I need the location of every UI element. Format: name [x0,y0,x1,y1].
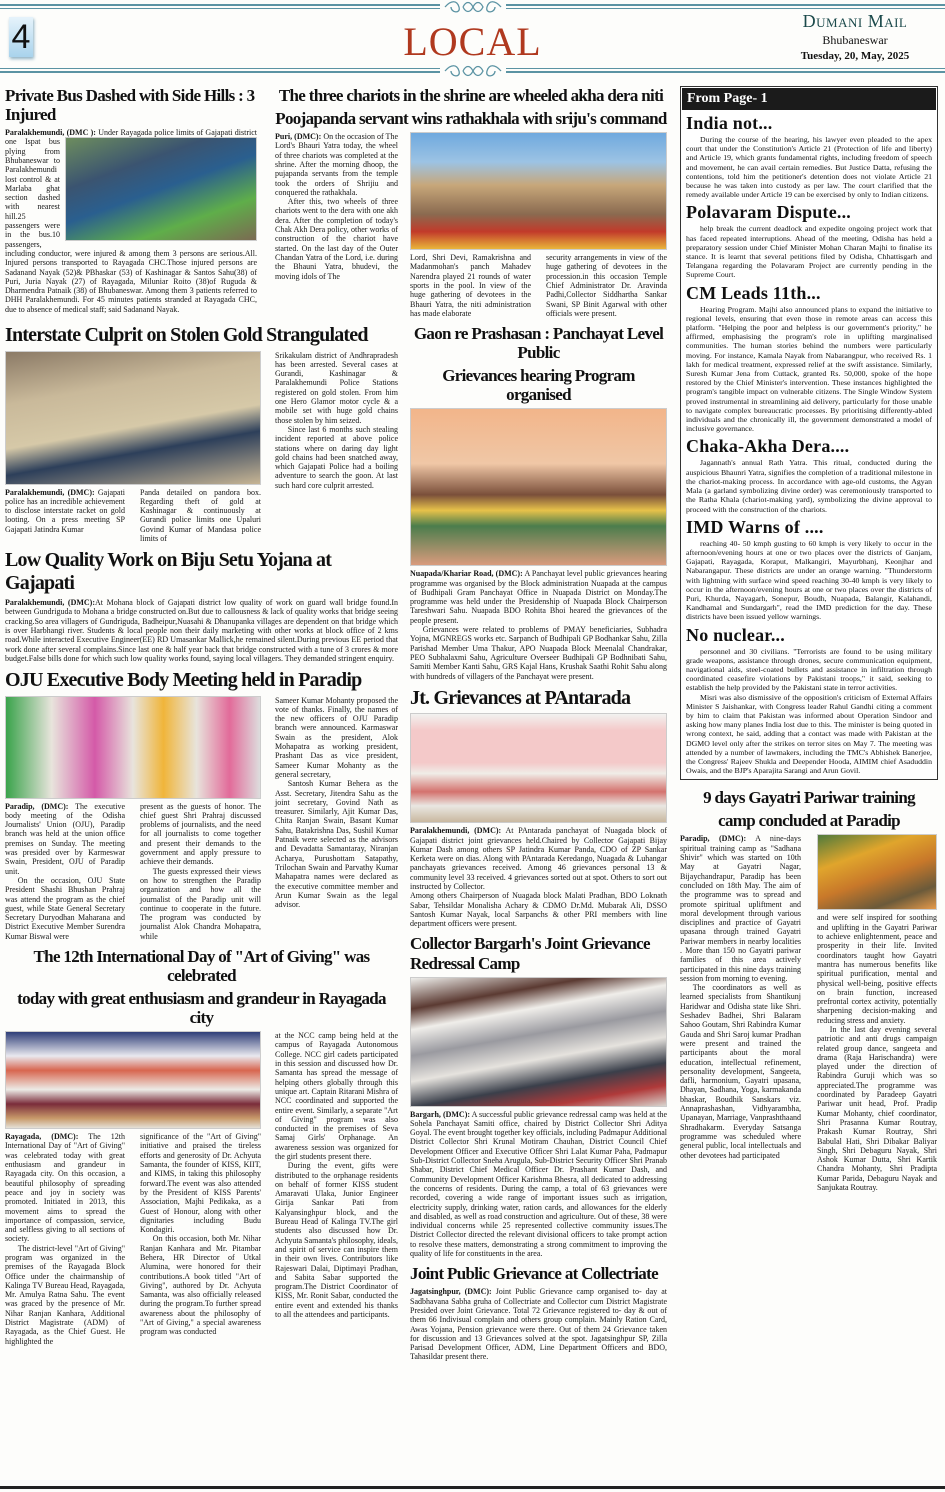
dateline: Rayagada, (DMC): [5,1132,79,1142]
continued-text: help break the current deadlock and expedite ongoing project work that has faced repeated interruptions. Ahead of the meeting, Odisha has held a preparatory session under Chief Minister Mohan Charan Majhi to finalise its stance. It is learnt that several petitions filed by Odisha, Chhattisgarh and Telangana regarding the Polavaram Project are currently pending in the Supreme Court. [686,224,932,280]
continued-text: Jagannath's annual Rath Yatra. This ritual, conducted during the auspicious Bhaunri Yatra, signifies the completion of a traditional milestone in the chariot-making process. In accordance with age-old customs, the Agyan Mala (a garland symbolizing divine order) was ceremoniously transported to the Ratha Khala (chariot-making yard), symbolizing the divine approval to proceed with the construction of the chariots. [686,458,932,514]
article-text: Since last 6 months such stealing incident reported at above police stations where on daring day light gold chains had been snatched away, which Gajapati Police had a boiling adventure to search the goon. At last such hard core culprit arrested. [275,424,398,490]
continued-text: personnel and 30 civilians. "Terrorists are found to be using military grade weapons, assistance through drones, secure communication equipment, navigational aids, steel-coated bullets and assistance in infiltration through coordinated ceasefire violations by Pakistani troops," it said, seeking to establish the help provided by the Pakistani state in terror activities. [686,646,932,693]
article-text: On the occasion, OJU State President Shashi Bhushan Prahraj was attend the program as the chief guest, while State General Secretary Secretary Duryodhan Maharana and District Executive Member Surendra Kumar Biswal were [5,875,125,941]
article-text: and were self inspired for soothing and uplifting in the Gayatri Pariwar to achieve enlightenment, peace and prosperity in their life. Invited coordinators taught how Gayatri mantra has numerous benefits like spiritual purification, mental and physical well-being, positive effects on brain function, increased prefrontal cortex activity, potentially sharpening decision-making and reducing stress and anxiety. [817,913,937,1025]
article-text: present as the guests of honor. The chief guest Shri Prahraj discussed problems of journalists, and the need for all journalists to come together and present their demands to the government and apply pressure to achieve their demands. [140,801,261,867]
continued-headline: Chaka-Akha Dera.... [686,436,850,457]
dateline: Paradip, (DMC): [5,801,69,811]
pantarada-body [410,826,667,928]
continued-text: Misri was also dismissive of the opposition's criticism of External Affairs Minister S Jaishankar, with Congress leader Rahul Gandhi citing a comment by him to claim that Pakistan was informed about Operation Sindoor and asking how many planes India lost due to this. The minister is being quoted in wrong context, he said, adding that a contact was made with Pakistan at the DGMO level only after the strikes on terror sites on May 7. The meeting was attended by a number of lawmakers, including the TMC's Abhishek Banerjee, the Congress' Rajeev Shukla and Deepender Hooda, AIMIM chief Asaduddin Owais, and the BJP's Aparajita Sarangi and Arun Govil. [686,692,932,776]
gayatri-col1 [680,834,801,1159]
bridge-headline: Low Quality Work on Biju Setu Yojana at Gajapati [5,549,332,594]
grievance-hearing-photo [410,408,667,566]
art-col1 [5,1132,125,1346]
chariot-wheel-ceremony-photo [410,132,667,250]
jagatsinghpur-body [410,1287,667,1361]
main-columns [5,86,667,1362]
article-text: On the occasion of The Lord's Bhauri Yatra today, the wheel of three chariots was completed at the shrine. After the morning dhoop, the pujapanda servants from the temple took the orders of Shrijiu and conquered the rathakhala. [275,132,398,197]
chariots-article [275,86,667,318]
newspaper-city: Bhubaneswar [822,33,888,47]
gayatri-headline-line1: 9 days Gayatri Pariwar training [703,788,915,808]
gold-col2: Panda detailed on pandora box. Regarding theft of gold at Kashinagar & continuously at Gurandi police limits one Upaluri Govind Kumar of Mandasa police limits of [140,487,261,544]
bridge-article [5,549,398,663]
scroll-ornament-icon [440,64,506,78]
article-text: Among others Chairperson of Nuagada block Malati Pradhan, BDO Loknath Sabar, Tehsildar Monalisha Achary & CDMO Dr.Md. Mubarak Ali, DSSO Santosh Kumar Nayak, local Sarpanchs & other PRI members with line department officers were present. [410,891,667,929]
continued-text: reaching 40- 50 kmph gusting to 60 kmph is very likely to occur in the afternoon/evening hours at one or two places over the districts of Ganjam, Gajapati, Rayagada, Koraput, Malkangiri, Mayurbhanj, Keonjhar and Nabarangapur. These districts are under an orange warning. "Thunderstorm with lightning with surface wind speed reaching 30-40 kmph is very likely to occur in the afternoon/evening hours at one or two places over the districts of Puri, Khurda, Nayagarh, Sonepur, Boudh, Nuapada, Balangir, Kalahandi, Kandhamal and Sundargarh", read the IMD prediction for the day. These districts have been issued yellow warnings. [686,538,932,622]
gold-article [5,324,398,543]
pantarada-headline: Jt. Grievances at PAntarada [410,686,631,709]
bus-body [5,128,257,314]
article-text: Under Rayagada police limits of Gajapati district one [5,128,257,147]
page-number: 4 [9,17,33,57]
top-row [5,86,667,318]
article-text: The guests expressed their views on how to strengthen the Paradip organization and how all the journalist of the Paradip unit will continue to cooperate in the future. The program was conducted by journalist Alok Chandra Mohapatra, while [140,866,261,941]
left-stack [5,324,398,1346]
gold-headline: Interstate Culprit on Stolen Gold Strangulated [5,324,368,347]
continued-headline: IMD Warns of .... [686,516,824,537]
issue-date: Tuesday, 20, May, 2025 [800,50,910,62]
bargarh-article [410,934,667,1258]
newspaper-name: Dumani Mail [802,11,908,31]
oju-headline: OJU Executive Body Meeting held in Paradip [5,669,362,692]
chariots-headline-line2: Poojapanda servant wins rathakhala with sriju's command [275,109,667,129]
oju-right-col [275,696,398,910]
bus-accident-photo [65,137,257,241]
article-text: A Panchayat level public grievances hearing programme was organised by the Block administration Nuapada at the campus of Budhipali Gram Panchayat Office in Nuapada District on Monday.The programme was held under the Presidenship of Nuapada Block Chairperson Tareshwari Sahu. Nuapada BDO Rohita Bhoi heared the grievances of the people present. [410,569,667,625]
oju-col1 [5,802,125,941]
gold-right-col [275,351,398,490]
chariots-col3: security arrangements in view of the huge gathering of devotees in the procession.in this occasion Temple Chief Administrator Dr. Aravinda Padhi,Collector Siddhartha Sankar Swani, SP Binit Agarwal with other officials were present. [546,253,667,318]
dateline: Paralakhemundi, (DMC ): [5,128,96,138]
dateline: Paralakhemundi, (DMC): [5,598,96,608]
section-title: LOCAL [403,19,542,64]
gaon-headline-line2: Grievances hearing Program organised [442,366,635,405]
article-text: The executive body meeting of the Odisha Journalists' Union (OJU), Paradip branch was held at the union office premises on Sunday. The meeting was presided over by Karmeswar Swain, President, OJU of Paradip unit. [5,801,125,876]
gayatri-procession-photo [817,834,937,910]
article-text: Srikakulam district of Andhrapradesh has been arrested. Several cases at Gurandi, Kashinagar & Paralakhemundi Police Stations registered on gold stolen. From him one Hero Glamor motor cycle & a mobile set with huge gold chains those stolen by him seized. [275,350,398,425]
dateline: Jagatsinghpur, (DMC): [410,1287,492,1297]
art-col2 [140,1132,261,1337]
bargarh-body [410,1110,667,1259]
article-text: significance of the "Art of Giving" initiative and praised the tireless efforts and generosity of Dr. Achyuta Samanta, the founder of KISS, KIIT, and KIMS, in taking this philosophy forward.The event was also attended by the President of KISS Parents' Association, Majhi Pedikaka, as a Guest of Honour, along with other dignitaries including Budu Kondagiri. [140,1132,261,1235]
article-text: The 12th International Day of "Art of Giving" was celebrated today with great enthusiasm and grandeur in Rayagada city. On this occasion, a beautiful philosophy of spreading peace and joy in society was promoted. Initiated in 2013, this movement aims to spread the importance of compassion, service, and selfless giving to all sections of society. [5,1132,126,1244]
continued-headline: CM Leads 11th... [686,282,821,303]
dateline: Puri, (DMC): [275,132,322,142]
article-text: At Mohana block of Gajapati district low quality of work on guard wall bridge found.In between Gundriguda to Mohana a bridge constructed on.But due to callousness & lack of quality works that bridge seeing cracking.So area villagers of Gundriguda, Badheipur,Nuasahi & Dhanupanka villages are dependent on that bridge which is over Harbhangi river. Students & local people non their daily marketing with other works at block office of 2 kms road.While interacted Executive Engineer(EE) RD Umasankar Mallick,he remained silent.During previous EE period that work done after several complains.Since last one & half year back that bridge constructed with a tune of 3 crores & more budget.False bills done for which such low quality works found, saying local villagers. They demanded stringent enquiry. [5,598,398,663]
gaon-body [410,569,667,681]
dateline: Paralakhemundi, (DMC): [5,487,95,497]
chariots-headline-line1: The three chariots in the shrine are wheeled akha dera niti [278,86,664,105]
chariots-col2: Lord, Shri Devi, Ramakrishna and Madanmohan's panch Mahadev Narendra played 21 rounds of water sports in the pool. In view of the huge gathering of devotees in the Bhauri Yatra, the niti administration has made elaborate [410,253,531,318]
chariots-col1 [275,132,398,281]
jagatsinghpur-headline: Joint Public Grievance at Collectriate [410,1264,658,1284]
grievance-camp-photo [410,977,667,1107]
continued-headline: India not... [686,113,773,133]
art-of-giving-photo [5,1031,261,1129]
article-text: Grievances were related to problems of PMAY beneficiaries, Subhadra Yojna, MGNREGS works etc. Sarpanch of Budhipali GP Bodhankar Sahu, Zilla Parishad Member Uma Thakur, APO Nuapada Block Meenalal Chandrakar, PEO Subhalaxmi Sahu, Agriculture Overseer Budhipali GP Bodhnibati Sahu, Samiti Member Kanti Sahu, GRS Kajal Hans, Krushak Saathi Rohit Sahu along with hundreds of villagers of the Panchayat were present. [410,625,667,681]
bus-headline: Private Bus Dashed with Side Hills : 3 Injured [5,86,255,125]
middle-stack [410,324,667,1362]
article-text: At PAntarada panchayat of Nuagada block of Gajapati district joint grievances held.Chaired by Collector Gajapati Bijay Kumar Dash among others SP Jatindra Kumar Panda, CDO of ZP Sankar Kerketa were on dias. Along with PAntarada Keredango, Nuagada & Luhangar panchayats grievances received. Among 46 grievances personal 13 & community level 33 received. 4 grievances sorted out at spot. Others to sort out instructed by Collector. [410,826,667,891]
dateline: Paradip, (DMC): [680,834,747,844]
article-text: Gajapati police has an incredible achievement to disclose interstate racket on gold looting. On a press meeting SP Gajapati Jatindra Kumar [5,487,125,534]
gaon-article [410,324,667,681]
continued-text: Hearing Program. Majhi also announced plans to expand the initiative to regional levels, ensuring that even those in remote areas can access this platform. "Helping the poor and helpless is our government's priority," he affirmed, emphasising the program's role in uplifting marginalised communities. The human stories behind the numbers were particularly moving. For instance, Kamala Nayak from Nabarangpur, who received Rs. 1 lakh for medical treatment, expressed relief at the swift assistance. Similarly, Suresh Kumar Jena from Cuttack, granted Rs. 50,000, spoke of the hope restored by the Chief Minister's intervention. These instances highlighted the program's tangible impact on vulnerable citizens. The Single Window System proved instrumental in streamlining aid delivery, particularly for those unable to navigate complex bureaucratic processes. By prioritising differently-abled individuals and the chronically ill, the government demonstrated a model of inclusive governance. [686,304,932,434]
bottom-rule [0,1486,945,1489]
article-text: A successful public grievance redressal camp was held at the Sohela Panchayat Samiti office, chaired by District Collector Shri Aditya Goyal. The event brought together key officials, including Padmapur Additional District Collector Shri Krunal Motiram Chauhan, District Council Chief Development Officer and Executive Officer Shri Lalat Kumar Paha, Padmapur Sub-District Collector Sneha Arugula, Sub-District Security Officer Shri Pranab Shabar, District Chief Medical Officer Dr. Prashant Kumar Dash, and Community Development Officer Karishma Bhesra, all dedicated to addressing the concerns of residents. During the camp, a total of 63 grievances were recorded, covering a wide range of important issues such as irrigation, electricity supply, drinking water, ration cards, and allowances for the elderly and disabled, as well as road construction and agriculture. Out of these, 38 were individual concerns while 25 represented collective community issues.The District Collector directed the relevant divisional officers to take prompt action to resolve these matters, demonstrating a strong commitment to improving the quality of life for constituents in the area. [410,1109,668,1258]
article-text: The coordinators as well as learned specialists from Shantikunj Haridwar and Odisha state like Shri. Seshadev Badhei, Shri Balaram Sahoo Goutam, Shri Rabindra Kumar Gauda and Shri Saroj kumar Pradhan were present and trained the participants about the moral education, intellectual refinement, personality development, Sangeeta, dafli, harmonium, Gayatri upasana, Dhayan, Sadhana, Yoga, karmakanda bhaskar, Boudhik Sanskars viz. Annaprashashan, Vidhyarambha, Upanayan, Marriage, Vanprashthaand Shradhakarm. Everyday Satsanga programme was scheduled where general public, local intellectuals and other devotees had participated [680,983,801,1160]
art-article [5,947,398,1346]
from-page-1-box [680,86,938,780]
oju-article [5,669,398,941]
bargarh-headline: Collector Bargarh's Joint Grievance Redressal Camp [410,934,650,973]
art-right-col [275,1031,398,1319]
continued-text: During the course of the hearing, his lawyer even pleaded to the apex court that under the Constitution's Article 21 (Protection of life and liberty) and Article 19, which grants fundamental rights, including freedom of speech and movement, he can avail certain remedies. But Justice Datta, refusing the contentions, told him the petitioner's detention does not violate Article 21 because he was taken into custody as per law. The court clarified that the remedy available under Article 19 can be exercised by only to Indian citizens. [686,135,932,200]
article-text: at the NCC camp being held at the campus of Rayagada Autonomous College. NCC girl cadets participated in this session and discussed how Dr. Samanta has spread the message of helping others globally through this unique art. Captain Ritarani Mishra of NCC coordinated and supported the entire event. Similarly, a separate "Art of Giving" program was also conducted in the premises of Seva Samaj Girls' Orphanage. An awareness session was organized for the girl students present there. [275,1031,398,1161]
article-text: In the last day evening several patriotic and anti drugs campaign related group dance, sangeeta and drama (Raja Harischandra) were played under the direction of Rabindra Guruji which was so appreciated.The programme was coordinated by Paradeep Gayatri Pariwar unit head, Prof. Pradip Kumar Mohanty, chief coordinator, Shri Prasanna Kumar Routray, Prakash Kumar Routray, Shri Babulal Hati, Shri Dibakar Baliyar Singh, Shri Debaguru Nayak, Shri Ashok Kumar Dutta, Shri Kartik Chandra Mohanty, Shri Pradipta Kumar Parida, Debaguru Nayak and Sanjukata Routray. [817,1025,937,1193]
bridge-body [5,598,398,663]
article-text: Ispat bus plying from Bhubaneswar to Paralakhemundi lost control & at Marlaba ghat section dashed with nearest [5,137,60,212]
article-text: The district-level "Art of Giving" program was organized in the premises of the Rayagada Block Office under the chairmanship of Kalinga TV Bureau Head, Rayagada, Mr. Amulya Ratna Sahu. The event was graced by the presence of Mr. Nihar Ranjan Kanhara, Additional District Magistrate (ADM) of Rayagada, as the Chief Guest. He highlighted the [5,1243,125,1346]
gayatri-article [680,788,938,1192]
pantarada-article [410,687,667,929]
article-text: Joint Public Grievance camp organised to- day at Sadbhavana Sabha gruha of Collectriate and Collector cum District Magistrate Presided over Joint Grievance. Total 72 Grievance registered to- day & out of them 66 Indivisual complain and others group complain. Mainly Ration Card, Awas Yojana, Pension grievance were there. Out of them 24 Grievance taken for discussion and 13 Grievances solved at the spot. Jagatsinghpur SP, Zilla Parisad Development Officer, ADM, Line Department Officers and BDO, Tahasildar present there. [410,1287,667,1362]
article-text: A nine-days spiritual training camp as "Sadhana Shivir" which was started on 10th May at Gayatri Nagar, Bijaychandrapur, Paradip has been concluded on 18th May. The aim of the programme was to spread and promote spiritual upliftment and moral development through various disciplines and practice of Gayatri upasana through trained Gayatri Pariwar members in nearby localities . More than 150 no Gayatri pariwar families of this area actively participated in this nine days training session from morning to evening. [680,834,802,983]
oju-col2 [140,802,261,941]
article-text: On this occasion, both Mr. Nihar Ranjan Kanhara and Mr. Pitambar Behera, HR Director of Utkal Alumina, were honored for their contributions.A book titled "Art of Giving", authored by Dr. Achyuta Samanta, was also officially released during the program.To further spread awareness about the philosophy of "Art of Giving," a special awareness program was conducted [140,1234,261,1337]
from-page-label: From Page- 1 [682,88,936,110]
gold-col1 [5,488,125,534]
article-text: Santosh Kumar Behera as the Asst. Secretary, Jitendra Sahu as the joint secretary, Govind Nath as treasurer. Similarly, Ajit Kumar Das, Chita Ranjan Swain, Basant Kumar Sahu, Batakrishna Das, Sushil Kumar Patnaik were selected as the advisors and Devadatta Samantaray, Niranjan Acharya, Purushottam Satapathy, Trilochan Swain and Parvathy Kumar Mahapatra names were declared as the executive committee member and Arun Kumar Swain as the legal advisor. [275,779,398,910]
gaon-headline-line1: Gaon re Prashasan : Panchayat Level Public [413,324,664,363]
jagatsinghpur-article [410,1264,667,1361]
continued-headline: Polavaram Dispute... [686,202,851,223]
continued-headline: No nuclear... [686,624,785,645]
oju-meeting-photo [5,696,261,799]
article-text: hill.25 passengers were in the bus.10 passengers, including conductor, were injured & among them 3 persons are serious.All. Injured persons transported to Rayagada CHC.Those injured persons are Sadanand Nayak (52)& PBhaskar (53) of Kashinagar & Santos Sahu(38) of Puri, Juria Nayak (27) of Rayagada, Miluniar Roito (38)of Ruguda & Dharmendra Patnaik (38) of Bhubaneswar. Among them 3 patients referred to DHH Paralakhemundi. For 45 minutes patients stranded at Rayagada CHC, due to absence of medical staff; said Sadanand Nayak. [5,211,257,314]
bus-article [5,86,257,318]
dateline: Nuapada/Khariar Road, (DMC): [410,569,523,579]
dateline: Paralakhemundi, (DMC): [410,826,502,836]
right-column [680,86,938,1192]
art-headline-line2: today with great enthusiasm and grandeur in Rayagada city [17,989,386,1028]
article-text: During the event, gifts were distributed to the orphanage residents on behalf of former KISS student Amaravati Ulaka, Junior Engineer Girija Sankar Pati from Kalyansinghpur block, and the Bureau Head of Kalinga TV.The girl students also discussed how Dr. Achyuta Samanta's philosophy, ideals, and spirit of service can inspire them in their own lives. Contributors like Rajeswari Dalai, Diptimayi Pradhan, and Sabita Sabar supported the program.The District Coordinator of KISS, Mr. Ronit Sabar, conducted the entire event and extended his thanks to all the attendees and participants. [275,1161,398,1320]
gayatri-col2 [817,913,937,1192]
lower-columns [5,324,667,1362]
gayatri-headline-line2: camp concluded at Paradip [718,811,900,831]
police-press-meet-photo [5,351,261,485]
art-headline-line1: The 12th International Day of "Art of Giving" was celebrated [33,947,370,986]
joint-grievance-photo [410,713,667,823]
article-text: Sameer Kumar Mohanty proposed the vote of thanks. Finally, the names of the new officers of OJU Paradip branch were announced. Karmaswar Swain as the president, Alok Mohapatra as working president, Prashant Das as vice president, Sameer Kumar Mohanty as the general secretary, [275,695,398,779]
article-text: After this, two wheels of three chariots went to the dera with one akh dera. After the completion of today's Chak Akh Dera policy, other works of construction of the chariot have started. On the last day of the Outer Chandan Yatra of the Lord, i.e. during the Bhauni Yatra, bhudevi, the moving idols of The [275,197,398,281]
scroll-ornament-icon [440,0,506,14]
dateline: Bargarh, (DMC): [410,1109,471,1119]
